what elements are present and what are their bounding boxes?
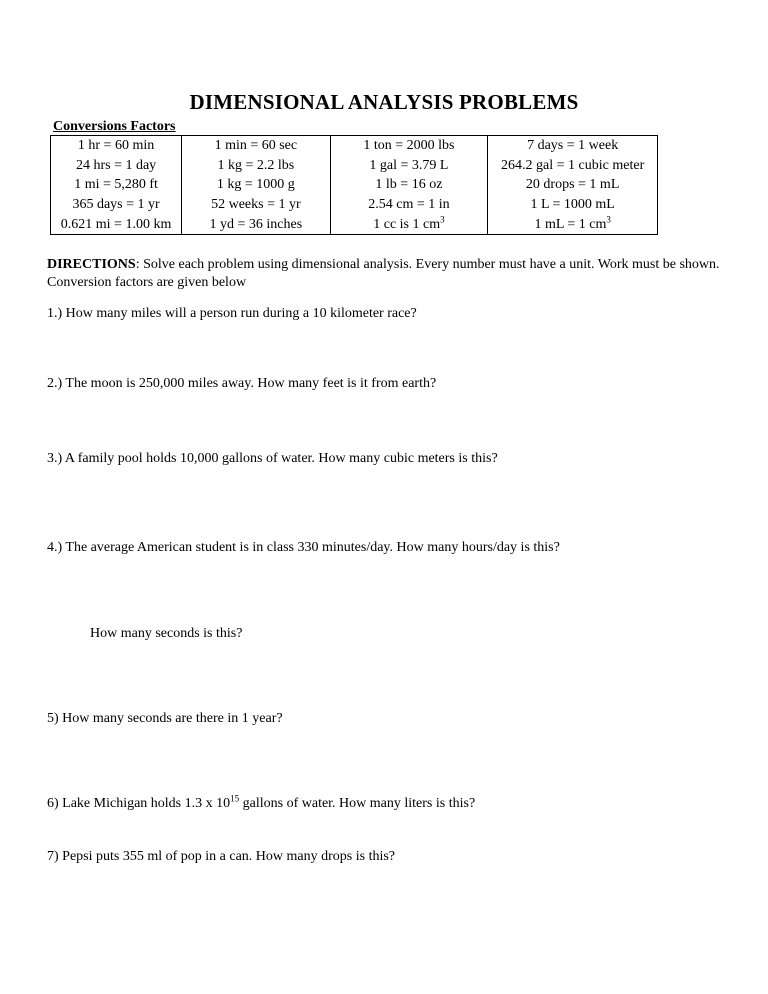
table-cell-ml	[488, 214, 658, 234]
table-label: Conversions Factors	[53, 119, 176, 134]
table-row	[51, 214, 658, 234]
page-title: DIMENSIONAL ANALYSIS PROBLEMS	[189, 90, 579, 114]
table-cell: 1 ton = 2000 lbs	[330, 136, 488, 156]
table-cell: 365 days = 1 yr	[51, 195, 182, 215]
question-6-post: gallons of water. How many liters is this?	[239, 796, 476, 811]
table-row	[51, 136, 658, 156]
table-cell: 52 weeks = 1 yr	[182, 195, 330, 215]
question-1: 1.) How many miles will a person run during a 10 kilometer race?	[47, 306, 417, 321]
table-cell: 1 gal = 3.79 L	[330, 156, 488, 176]
table-cell: 20 drops = 1 mL	[488, 175, 658, 195]
directions-text: : Solve each problem using dimensional analysis. Every number must have a unit. Work must be shown. Conversion factors are given below	[47, 257, 720, 290]
question-4b: How many seconds is this?	[90, 626, 243, 641]
exponent: 15	[230, 793, 240, 804]
question-6-pre: 6) Lake Michigan holds 1.3 x 10	[47, 796, 231, 811]
table-cell: 1 L = 1000 mL	[488, 195, 658, 215]
cell-text: 1 cc is 1 cm	[373, 216, 441, 232]
table-cell: 1 yd = 36 inches	[182, 214, 330, 234]
table-cell: 1 kg = 1000 g	[182, 175, 330, 195]
cell-text: 1 mL = 1 cm	[534, 216, 607, 232]
directions-label: DIRECTIONS	[47, 257, 136, 272]
table-row	[51, 195, 658, 215]
question-4: 4.) The average American student is in class 330 minutes/day. How many hours/day is this?	[47, 540, 560, 555]
table-cell-cc	[330, 214, 488, 234]
table-row	[51, 156, 658, 176]
question-7: 7) Pepsi puts 355 ml of pop in a can. How many drops is this?	[47, 849, 396, 864]
superscript: 3	[606, 214, 611, 225]
table-cell: 1 kg = 2.2 lbs	[182, 156, 330, 176]
question-6	[47, 793, 476, 812]
question-5: 5) How many seconds are there in 1 year?	[47, 711, 283, 726]
superscript: 3	[440, 214, 445, 225]
table-cell: 1 hr = 60 min	[51, 136, 182, 156]
table-cell: 1 lb = 16 oz	[330, 175, 488, 195]
table-cell: 24 hrs = 1 day	[51, 156, 182, 176]
table-row	[51, 175, 658, 195]
table-cell: 0.621 mi = 1.00 km	[51, 214, 182, 234]
table-cell: 264.2 gal = 1 cubic meter	[488, 156, 658, 176]
table-cell: 1 mi = 5,280 ft	[51, 175, 182, 195]
question-3: 3.) A family pool holds 10,000 gallons of water. How many cubic meters is this?	[47, 451, 498, 466]
table-cell: 2.54 cm = 1 in	[330, 195, 488, 215]
table-cell: 7 days = 1 week	[488, 136, 658, 156]
table-cell: 1 min = 60 sec	[182, 136, 330, 156]
directions	[47, 256, 727, 292]
conversion-table	[50, 135, 658, 235]
question-2: 2.) The moon is 250,000 miles away. How many feet is it from earth?	[47, 376, 437, 391]
